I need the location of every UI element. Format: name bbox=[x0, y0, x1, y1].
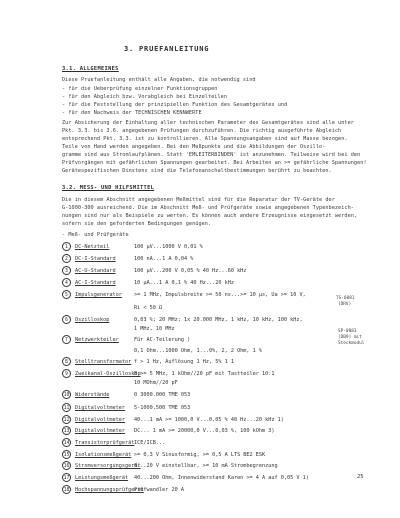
item-number-circle: 3 bbox=[62, 266, 71, 275]
equipment-spec: >= 1 MHz, Impulsbreite >= 50 ns...>= 10 µs, Ua >= 10 V, bbox=[134, 292, 306, 298]
equipment-row bbox=[0, 403, 400, 413]
section-2-line: sofern sie den geforderten Bedingungen genügen. bbox=[62, 221, 212, 227]
section-1-line: - für den Abgleich bzw. Vorabgleich bei Einzelteilen bbox=[62, 94, 228, 100]
equipment-spec: 100 µV...200 V 0,05 % 40 Hz...60 kHz bbox=[134, 268, 247, 274]
equipment-name: DC-Netzteil bbox=[75, 244, 110, 250]
equipment-spec: 0,03 %; 20 MHz; 1x 20.000 MHz, 1 kHz, 10 kHz, 100 kHz, bbox=[134, 317, 303, 323]
item-number-circle: 18 bbox=[62, 485, 71, 494]
equipment-spec: 5-1000.500 TME 053 bbox=[134, 405, 191, 411]
section-1-line: Gerätespezifischen Dinstens sind die Telefonanschaltbestimmungen berührt zu beachten. bbox=[62, 168, 332, 174]
item-number-circle: 11 bbox=[62, 403, 71, 412]
item-number-circle: 13 bbox=[62, 426, 71, 435]
equipment-name: Impulsgenerator bbox=[75, 292, 122, 298]
equipment-name: Stromversorgungsgerät bbox=[75, 463, 141, 469]
item-number-circle: 14 bbox=[62, 438, 71, 447]
equipment-spec: 1 MHz, 10 MHz bbox=[134, 326, 175, 332]
equipment-spec: Ri < 50 Ω bbox=[134, 305, 163, 311]
equipment-spec: >= 0,3 V Sinusformig, >= 0,5 A LTS BE2 ESK bbox=[134, 452, 266, 458]
item-number-circle: 17 bbox=[62, 473, 71, 482]
section-2-line: Die in diesem Abschnitt angegebenen Meßmittel sind für die Reparatur der TV-Geräte der bbox=[62, 197, 335, 203]
item-number-circle: 10 bbox=[62, 390, 71, 399]
section-2-line: G-1000-300 ausreichend. Die im Abschnitt Meß- und Prüfgeräte sowie angegebenen Typenbezeich- bbox=[62, 205, 354, 211]
equipment-spec: 100 nA...1 A 0,04 % bbox=[134, 256, 194, 262]
page-number: 25 bbox=[357, 474, 364, 480]
equipment-row bbox=[0, 485, 400, 495]
equipment-row bbox=[0, 390, 400, 400]
equipment-row bbox=[0, 438, 400, 448]
item-number-circle: 8 bbox=[62, 357, 71, 366]
item-number-circle: 15 bbox=[62, 450, 71, 459]
section-1-line: entsprechend Pkt. 3.3. ist zu kontrollieren. Alle Spannungsangaben sind auf Masse bezogen. bbox=[62, 136, 348, 142]
equipment-row bbox=[0, 242, 400, 252]
equipment-spec: 0,1 Ohm...1000 Ohm, 1...0%, 2, 2 Ohm, 1 % bbox=[134, 348, 263, 354]
section-1-line: Prüfvorgängen mit gefährlichen Spannungen gearbeitet. Bei Arbeiten an >= gefährliche Spannungen! bbox=[62, 160, 367, 166]
side-note: SP-0883 bbox=[338, 329, 357, 334]
side-note: (DB9) mit bbox=[338, 335, 362, 340]
side-note: TS-0881 bbox=[336, 296, 355, 301]
equipment-spec: 10 µA...1 A 0,1 % 40 Hz...20 kHz bbox=[134, 280, 234, 286]
equipment-row bbox=[0, 426, 400, 436]
item-number-circle: 4 bbox=[62, 278, 71, 287]
section-1-line: gramme sind aus Stromlaufplänen. Statt 'EMLEITERBINDEN' ist anzunehmen. Teilweise wird bei den bbox=[62, 152, 361, 158]
section-2-title: 3.2. MESS- UND HILFSMITTEL bbox=[62, 185, 155, 191]
equipment-name: Netzwerkteiler bbox=[75, 337, 119, 343]
equipment-spec: DC... 1 mA >= 20000,0 V...0,03 %, 100 kOhm 3) bbox=[134, 428, 275, 434]
equipment-spec: Für AC-Teilerung ) bbox=[134, 337, 191, 343]
equipment-name: Transistorprüfgerät bbox=[75, 440, 135, 446]
item-number-circle: 9 bbox=[62, 369, 71, 378]
section-1-line: Zur Absicherung der Einhaltung aller technischen Parameter des Gesamtgerätes sind alle unter bbox=[62, 120, 354, 126]
equipment-spec: 0 3000.000 TME 053 bbox=[134, 392, 191, 398]
item-number-circle: 7 bbox=[62, 335, 71, 344]
page-heading: 3. PRUEFANLEITUNG bbox=[124, 45, 210, 53]
equipment-spec: 0...20 V einstellbar, >= 10 mA Strombegrenzung bbox=[134, 463, 278, 469]
equipment-row bbox=[0, 450, 400, 460]
equipment-spec: 10 MOhm//20 pF bbox=[134, 380, 178, 386]
equipment-row bbox=[0, 254, 400, 264]
equipment-spec: 100 µV...1000 V 0,01 % bbox=[134, 244, 203, 250]
equipment-name: Zweikanal-Oszilloskop bbox=[75, 371, 141, 377]
equipment-name: DC-I-Standard bbox=[75, 256, 116, 262]
equipment-spec: 40...200 Ohm, Innenwiderstand Karen >= 4 A auf 0,05 V 1) bbox=[134, 475, 309, 481]
equipment-row bbox=[0, 278, 400, 288]
equipment-name: AC-U-Standard bbox=[75, 268, 116, 274]
item-number-circle: 6 bbox=[62, 315, 71, 324]
equipment-spec: 40...1 mA >= 1000,0 V...0,05 % 40 Hz...20 kHz 1) bbox=[134, 417, 284, 423]
equipment-name: Isolationsmeßgerät bbox=[75, 452, 132, 458]
item-number-circle: 2 bbox=[62, 254, 71, 263]
equipment-name: AC-I-Standard bbox=[75, 280, 116, 286]
side-note: (DRV) bbox=[338, 302, 352, 307]
equipment-name: Stelltransformator bbox=[75, 359, 132, 365]
equipment-row bbox=[0, 415, 400, 425]
section-2-line: nungen sind nur als Beispiele zu werten. Es können auch andere Erzeugnisse eingesetzt werden, bbox=[62, 213, 358, 219]
equipment-row bbox=[0, 461, 400, 471]
item-number-circle: 1 bbox=[62, 242, 71, 251]
section-1-line: - für die Ueberprüfung einzelner Funktionsgruppen bbox=[62, 86, 218, 92]
section-1-line: Pkt. 3.3. bis 3.6. angegebenen Prüfungen durchzuführen. Die richtig ausgeführte Abgleich bbox=[62, 128, 342, 134]
section-1-line: Diese Pruefanleitung enthält alle Angaben, die notwendig sind bbox=[62, 77, 256, 83]
section-1-line: Teile von Hand werden angegeben. Bei den Meßpunkte und die Abbildungen der Oszillo- bbox=[62, 144, 326, 150]
equipment-name: Oszilloskop bbox=[75, 317, 110, 323]
equipment-row bbox=[0, 346, 400, 356]
section-1-line: - für den Nachweis der TECHNISCHEN KENNWERTE bbox=[62, 110, 202, 116]
equipment-subhead: - Meß- und Prüfgeräte bbox=[62, 232, 129, 238]
equipment-spec: f > 1 Hz, Auflösung 1 Hz, 5% 1 1 bbox=[134, 359, 234, 365]
equipment-spec: B >= 5 MHz, 1 kOhm//20 pF mit Tastteiler 10:1 bbox=[134, 371, 275, 377]
section-1-line: - für die Feststellung der prinzipiellen Funktion des Gesamtgerätes und bbox=[62, 102, 288, 108]
equipment-row bbox=[0, 357, 400, 367]
item-number-circle: 16 bbox=[62, 461, 71, 470]
side-note: Steckmodul bbox=[338, 341, 365, 346]
item-number-circle: 5 bbox=[62, 290, 71, 299]
equipment-row bbox=[0, 266, 400, 276]
equipment-name: Hochspannungsprüfgerät bbox=[75, 487, 144, 493]
equipment-row bbox=[0, 473, 400, 483]
equipment-spec: Prüfwandler 20 A bbox=[134, 487, 184, 493]
equipment-name: Widerstände bbox=[75, 392, 110, 398]
equipment-name: Digitalvoltmeter bbox=[75, 428, 125, 434]
equipment-name: Leistungsmeßgerät bbox=[75, 475, 129, 481]
item-number-circle: 12 bbox=[62, 415, 71, 424]
equipment-name: Digitalvoltmeter bbox=[75, 405, 125, 411]
equipment-name: Digitalvoltmeter bbox=[75, 417, 125, 423]
section-1-title: 3.1. ALLGEMEINES bbox=[62, 66, 119, 72]
equipment-row bbox=[0, 378, 400, 388]
equipment-spec: ICE/ICB... bbox=[134, 440, 166, 446]
